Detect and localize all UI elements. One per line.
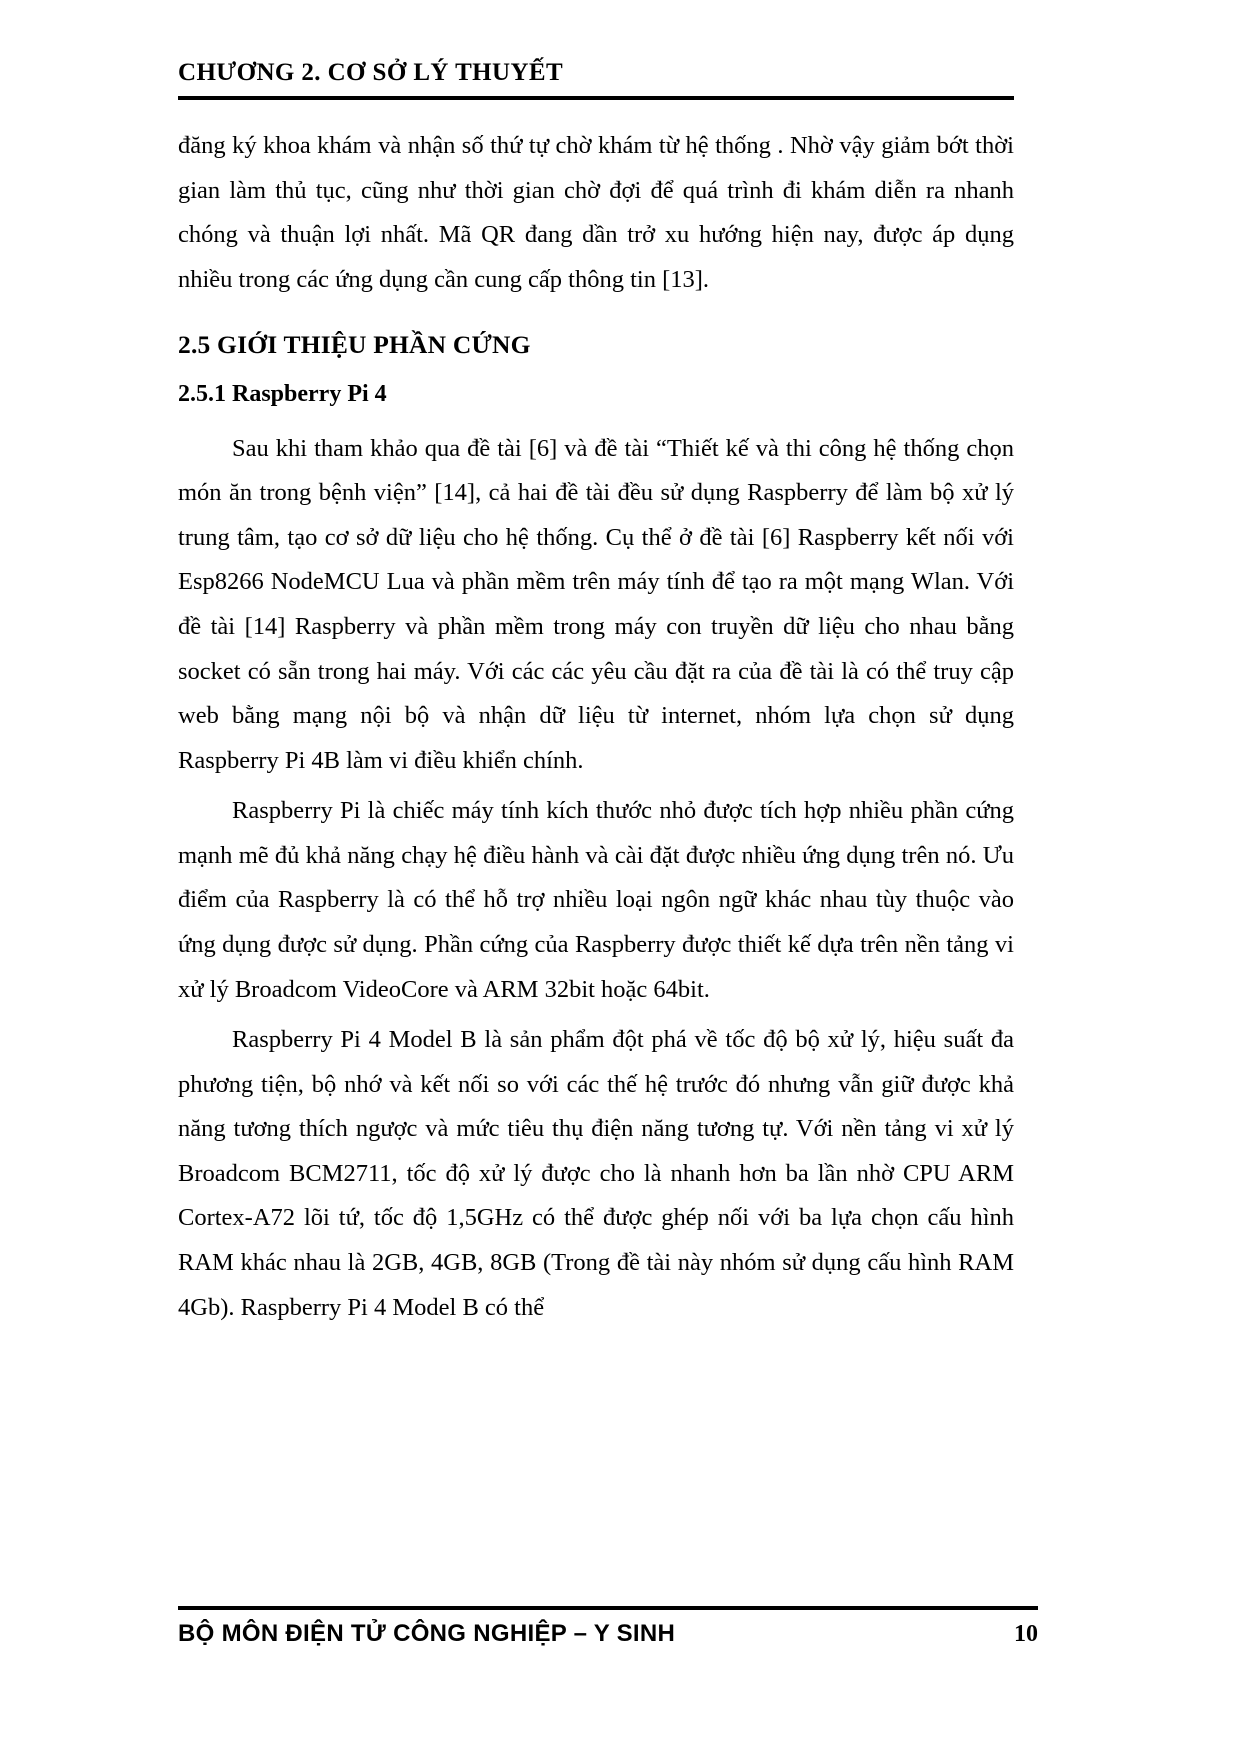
section-heading-2-5: 2.5 GIỚI THIỆU PHẦN CỨNG xyxy=(178,330,531,360)
footer-department: BỘ MÔN ĐIỆN TỬ CÔNG NGHIỆP – Y SINH xyxy=(178,1620,676,1647)
subsection-heading-2-5-1: 2.5.1 Raspberry Pi 4 xyxy=(178,381,387,408)
footer-row xyxy=(178,1620,1038,1648)
paragraph-body-3: Raspberry Pi 4 Model B là sản phẩm đột phá về tốc độ bộ xử lý, hiệu suất đa phương tiện, bộ nhớ và kết nối so với các thế hệ trước đó nhưng vẫn giữ được khả năng tương thích ngược và mức tiêu thụ điện năng tương tự. Với nền tảng vi xử lý Broadcom BCM2711, tốc độ xử lý được cho là nhanh hơn ba lần nhờ CPU ARM Cortex-A72 lõi tứ, tốc độ 1,5GHz có thể được ghép nối với ba lựa chọn cấu hình RAM khác nhau là 2GB, 4GB, 8GB (Trong đề tài này nhóm sử dụng cấu hình RAM 4Gb). Raspberry Pi 4 Model B có thể xyxy=(178,1026,1014,1321)
page-footer xyxy=(178,1606,1038,1648)
running-header: CHƯƠNG 2. CƠ SỞ LÝ THUYẾT xyxy=(178,59,564,86)
header-divider xyxy=(178,96,1014,100)
paragraph-body-2: Raspberry Pi là chiếc máy tính kích thước nhỏ được tích hợp nhiều phần cứng mạnh mẽ đủ khả năng chạy hệ điều hành và cài đặt được nhiều ứng dụng trên nó. Ưu điểm của Raspberry là có thể hỗ trợ nhiều loại ngôn ngữ khác nhau tùy thuộc vào ứng dụng được sử dụng. Phần cứng của Raspberry được thiết kế dựa trên nền tảng vi xử lý Broadcom VideoCore và ARM 32bit hoặc 64bit. xyxy=(178,797,1014,1003)
page-number: 10 xyxy=(1014,1621,1038,1647)
paragraph-body-1: Sau khi tham khảo qua đề tài [6] và đề tài “Thiết kế và thi công hệ thống chọn món ăn trong bệnh viện” [14], cả hai đề tài đều sử dụng Raspberry để làm bộ xử lý trung tâm, tạo cơ sở dữ liệu cho hệ thống. Cụ thể ở đề tài [6] Raspberry kết nối với Esp8266 NodeMCU Lua và phần mềm trên máy tính để tạo ra một mạng Wlan. Với đề tài [14] Raspberry và phần mềm trong máy con truyền dữ liệu cho nhau bằng socket có sẵn trong hai máy. Với các các yêu cầu đặt ra của đề tài là có thể truy cập web bằng mạng nội bộ và nhận dữ liệu từ internet, nhóm lựa chọn sử dụng Raspberry Pi 4B làm vi điều khiển chính. xyxy=(178,434,1014,774)
footer-divider xyxy=(178,1606,1038,1610)
page-content xyxy=(178,58,1014,1336)
paragraph-intro: đăng ký khoa khám và nhận số thứ tự chờ khám từ hệ thống . Nhờ vậy giảm bớt thời gian làm thủ tục, cũng như thời gian chờ đợi để quá trình đi khám diễn ra nhanh chóng và thuận lợi nhất. Mã QR đang dần trở xu hướng hiện nay, được áp dụng nhiều trong các ứng dụng cần cung cấp thông tin [13]. xyxy=(178,132,1014,293)
